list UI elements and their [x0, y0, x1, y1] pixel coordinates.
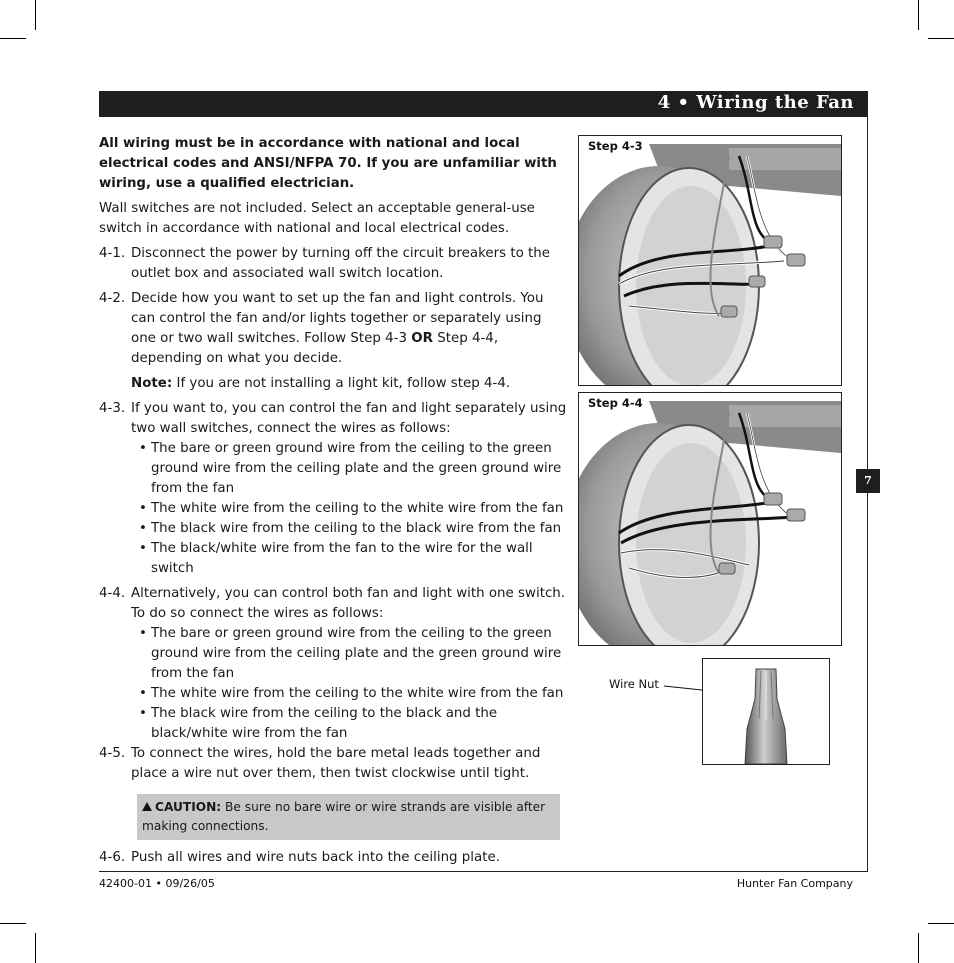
figure-step-4-4: [578, 392, 842, 646]
caution-text: Be sure no bare wire or wire strands are visible after making connections.: [142, 800, 546, 833]
step-4-5: [99, 744, 569, 784]
list-item: • The black wire from the ceiling to the black and the black/white wire from the fan: [151, 704, 569, 744]
crop-mark: [918, 0, 919, 30]
step-text: Push all wires and wire nuts back into the ceiling plate.: [131, 850, 500, 865]
fan-wiring-illustration: [579, 136, 841, 385]
step-text: Decide how you want to set up the fan and light controls. You can control the fan and/or lights together or separately using one or two wall switches. Follow Step 4-3: [131, 291, 544, 346]
figure-wire-nut: [702, 658, 830, 765]
step-4-1: [99, 244, 569, 284]
figure-label: Step 4-3: [588, 139, 643, 153]
list-item: • The white wire from the ceiling to the white wire from the fan: [151, 684, 569, 704]
crop-mark: [0, 923, 26, 924]
step-text: If you want to, you can control the fan and light separately using two wall switches, connect the wires as follows:: [131, 401, 567, 436]
crop-mark: [928, 38, 954, 39]
crop-mark: [35, 0, 36, 30]
note-text: If you are not installing a light kit, follow step 4-4.: [172, 376, 511, 391]
list-item: • The black/white wire from the fan to the wire for the wall switch: [151, 539, 569, 579]
step-number: 4-3.: [99, 401, 126, 416]
crop-mark: [35, 933, 36, 963]
page-right-rule: [867, 117, 868, 871]
note: [99, 374, 569, 394]
step-4-3-bullets: [99, 439, 569, 579]
list-item: • The white wire from the ceiling to the white wire from the fan: [151, 499, 569, 519]
step-4-4-bullets: [99, 624, 569, 744]
caution-box: [137, 794, 560, 840]
wire-nut-icon: [703, 659, 829, 764]
step-text: To connect the wires, hold the bare metal leads together and place a wire nut over them, then twist clockwise until tight.: [131, 746, 541, 781]
company-name: Hunter Fan Company: [736, 877, 853, 890]
section-header-bar: [99, 91, 868, 117]
step-4-3: [99, 399, 569, 439]
crop-mark: [0, 38, 26, 39]
step-4-4: [99, 584, 569, 624]
list-item: • The black wire from the ceiling to the black wire from the fan: [151, 519, 569, 539]
crop-mark: [918, 933, 919, 963]
figure-step-4-3: [578, 135, 842, 386]
step-or-emphasis: OR: [411, 331, 433, 346]
intro-warning: All wiring must be in accordance with national and local electrical codes and ANSI/NFPA 70. If you are unfamiliar with wiring, use a qualified electrician.: [99, 136, 557, 191]
wall-switch-paragraph: Wall switches are not included. Select an acceptable general-use switch in accordance with national and local electrical codes.: [99, 201, 535, 236]
list-item: • The bare or green ground wire from the ceiling to the green ground wire from the ceiling plate and the green ground wire from the fan: [151, 624, 569, 684]
wire-nut-label: Wire Nut: [609, 677, 659, 691]
list-item: • The bare or green ground wire from the ceiling to the green ground wire from the ceiling plate and the green ground wire from the fan: [151, 439, 569, 499]
fan-wiring-illustration: [579, 393, 841, 645]
step-text: Disconnect the power by turning off the circuit breakers to the outlet box and associated wall switch location.: [131, 246, 551, 281]
step-text: Alternatively, you can control both fan and light with one switch. To do so connect the wires as follows:: [131, 586, 566, 621]
section-title: 4 • Wiring the Fan: [657, 92, 854, 113]
warning-icon: [142, 802, 152, 811]
step-number: 4-2.: [99, 291, 126, 306]
document-code: 42400-01 • 09/26/05: [99, 877, 215, 890]
crop-mark: [928, 923, 954, 924]
figure-label: Step 4-4: [588, 396, 643, 410]
note-label: Note:: [131, 376, 173, 391]
step-number: 4-6.: [99, 850, 126, 865]
caution-label: CAUTION:: [155, 800, 222, 814]
step-text-cont: Step 4-4, depending on what you decide.: [131, 331, 499, 366]
step-number: 4-4.: [99, 586, 126, 601]
step-4-6: [99, 848, 569, 868]
page-number-tab: 7: [856, 469, 880, 493]
step-number: 4-1.: [99, 246, 126, 261]
step-4-2: [99, 289, 569, 369]
instructions-column: [99, 134, 569, 873]
step-number: 4-5.: [99, 746, 126, 761]
